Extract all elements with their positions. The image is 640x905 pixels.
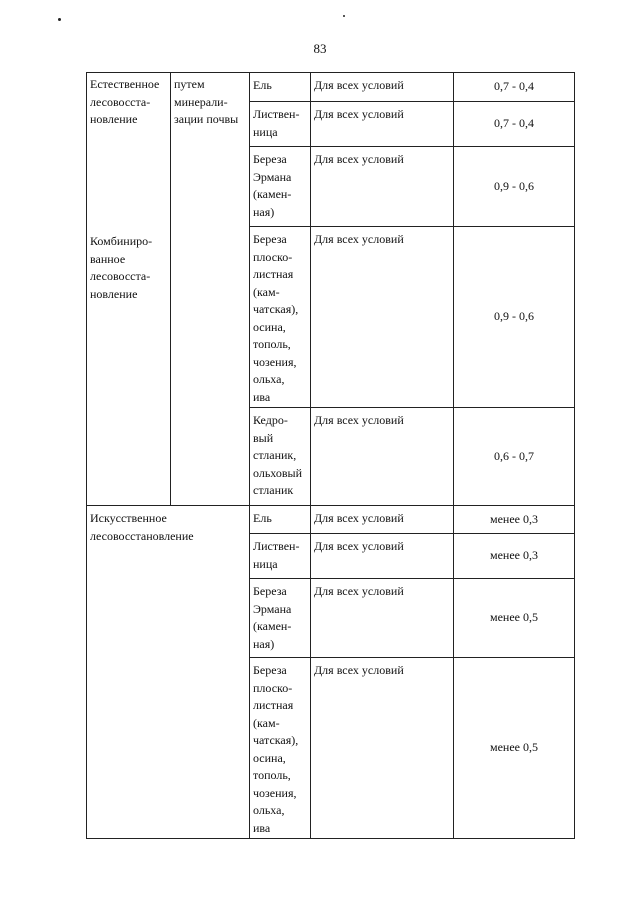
species-text: Береза плоско- листная (кам- чатская), осина, тополь, чозения, ольха, ива (253, 663, 299, 835)
value-text: менее 0,5 (490, 740, 538, 755)
species-text: Листвен- ница (253, 107, 300, 139)
scan-speck (343, 15, 345, 17)
value-cell (454, 227, 574, 407)
value-text: 0,7 - 0,4 (494, 79, 534, 94)
species-text: Листвен- ница (253, 539, 300, 571)
condition-cell (311, 77, 453, 95)
page-number: 83 (313, 41, 327, 56)
table-border-bottom (86, 838, 575, 839)
value-text: 0,9 - 0,6 (494, 178, 534, 193)
condition-cell (311, 231, 453, 249)
species-text: Ель (253, 78, 272, 92)
condition-cell (311, 662, 453, 680)
value-text: менее 0,5 (490, 610, 538, 625)
table-border-left (86, 72, 87, 839)
natural-regeneration-label (87, 76, 171, 129)
condition-cell (311, 538, 453, 556)
value-text: менее 0,3 (490, 511, 538, 526)
condition-text: Для всех условий (314, 413, 404, 427)
value-cell (454, 408, 574, 505)
condition-cell (311, 510, 453, 528)
condition-text: Для всех условий (314, 78, 404, 92)
value-cell (454, 579, 574, 657)
species-cell (250, 106, 310, 141)
table-border-right (574, 72, 575, 839)
species-cell (250, 412, 310, 500)
value-cell (454, 102, 574, 146)
condition-cell (311, 151, 453, 169)
value-text: 0,6 - 0,7 (494, 448, 534, 463)
artificial-regeneration-label (87, 510, 249, 545)
species-cell (250, 231, 310, 406)
table-divider-condition (310, 72, 311, 839)
natural-regeneration-text: Естественное лесовосста- новление (90, 77, 160, 126)
combined-regeneration-text: Комбиниро- ванное лесовосста- новление (90, 234, 153, 301)
species-cell (250, 151, 310, 221)
species-cell (250, 583, 310, 653)
species-cell (250, 538, 310, 573)
artificial-regeneration-text: Искусственное лесовосстановление (90, 511, 194, 543)
soil-mineralization-label (171, 76, 249, 129)
species-text: Береза плоско- листная (кам- чатская), осина, тополь, чозения, ольха, ива (253, 232, 299, 404)
value-cell (454, 73, 574, 101)
value-cell (454, 534, 574, 578)
species-cell (250, 77, 310, 95)
species-text: Ель (253, 511, 272, 525)
condition-text: Для всех условий (314, 584, 404, 598)
value-cell (454, 658, 574, 838)
species-cell (250, 662, 310, 837)
condition-text: Для всех условий (314, 511, 404, 525)
species-text: Кедро- вый стланик, ольховый стланик (253, 413, 302, 497)
value-text: менее 0,3 (490, 548, 538, 563)
condition-text: Для всех условий (314, 232, 404, 246)
condition-cell (311, 106, 453, 124)
condition-text: Для всех условий (314, 107, 404, 121)
combined-regeneration-label (87, 233, 171, 303)
value-text: 0,9 - 0,6 (494, 309, 534, 324)
species-text: Береза Эрмана (камен- ная) (253, 152, 292, 219)
value-cell (454, 147, 574, 226)
species-text: Береза Эрмана (камен- ная) (253, 584, 292, 651)
scan-speck (58, 18, 61, 21)
condition-text: Для всех условий (314, 152, 404, 166)
condition-cell (311, 412, 453, 430)
condition-text: Для всех условий (314, 663, 404, 677)
value-cell (454, 506, 574, 533)
species-cell (250, 510, 310, 528)
soil-mineralization-text: путем минерали- зации почвы (174, 77, 239, 126)
condition-text: Для всех условий (314, 539, 404, 553)
condition-cell (311, 583, 453, 601)
value-text: 0,7 - 0,4 (494, 116, 534, 131)
